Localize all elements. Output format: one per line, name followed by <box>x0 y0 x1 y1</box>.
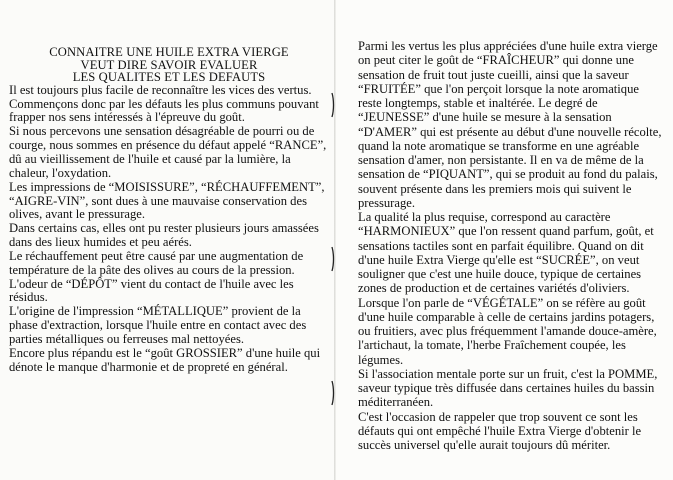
heading-line: CONNAITRE UNE HUILE EXTRA VIERGE <box>49 45 289 59</box>
paragraph: Si l'association mentale porte sur un fruit, c'est la POMME, saveur typique très diffusée dans certaines huiles du bassin méditerranéen. <box>358 366 658 410</box>
paragraph: La qualité la plus requise, correspond au caractère “HARMONIEUX” que l'on ressent quand parfum, goût, et sensations tactiles sont en parfait équilibre. Quand on dit d'une huile Extra Vierge qu'elle est “SUCRÉE”, on veut souligner que c'est une huile douce, typique de certaines zones de production et de certaines variétés d'oliviers. Lorsque l'on parle de “VÉGÉTALE” on se réfère au goût d'une huile comparable à celle de certains jardins potagers, ou fruitiers, avec plus fréquemment l'amande douce-amère, l'artichaut, la tomate, l'herbe Fraîchement coupée, les légumes. <box>358 210 657 367</box>
binder-mark <box>330 246 336 272</box>
paragraph: Commençons donc par les défauts les plus communs pouvant frapper nos sens intéressés à l'épreuve du goût. <box>9 96 319 125</box>
paragraph: Dans certains cas, elles ont pu rester plusieurs jours amassées dans des lieux humides et peu aérés. <box>9 221 319 250</box>
paragraph: L'origine de l'impression “MÉTALLIQUE” provient de la phase d'extraction, lorsque l'huile entre en contact avec des parties métalliques ou ferreuses mal nettoyées. <box>9 304 307 346</box>
paragraph: Si nous percevons une sensation désagréable de pourri ou de courge, nous sommes en présence du défaut appelé “RANCE”, dû au vieillissement de l'huile et causé par la lumière, la chaleur, l'oxydation. <box>9 124 327 180</box>
heading-line: LES QUALITES ET LES DEFAUTS <box>72 70 266 85</box>
binder-mark <box>330 380 336 406</box>
paragraph: L'odeur de “DÉPÔT” vient du contact de l'huile avec les résidus. <box>9 276 294 305</box>
paragraph: Le réchauffement peut être causé par une augmentation de température de la pâte des olives au cours de la pression. <box>9 248 304 277</box>
right-column <box>358 39 663 452</box>
page-fold <box>334 0 336 480</box>
paragraph: Parmi les vertus les plus appréciées d'une huile extra vierge on peut citer le goût de “FRAÎCHEUR” qui donne une sensation de fruit tout juste cueilli, ainsi que la saveur “FRUITÉE” que l'on perçoit lorsque la note aromatique reste longtemps, stable et inaltérée. Le degré de “JEUNESSE” d'une huile se mesure à la sensation “D'AMER” qui est présente au début d'une nouvelle récolte, quand la note aromatique se transforme en une agréable sensation d'amer, non persistante. Il en va de même de la sensation de “PIQUANT”, qui se produit au fond du palais, souvent présente dans les premiers mois qui suivent le pressurage. <box>358 39 662 210</box>
section-heading <box>9 46 329 84</box>
binder-mark <box>330 92 336 118</box>
paragraph: Encore plus répandu est le “goût GROSSIER” d'une huile qui dénote le manque d'harmonie et de propreté en général. <box>9 345 321 374</box>
left-column <box>9 46 329 375</box>
paragraph: C'est l'occasion de rappeler que trop souvent ce sont les défauts qui ont empêché l'huile Extra Vierge d'obtenir le succès universel qu'elle aurait toujours dû mériter. <box>358 409 642 452</box>
paragraph: Les impressions de “MOISISSURE”, “RÉCHAUFFEMENT”, “AIGRE-VIN”, sont dues à une mauvaise conservation des olives, avant le pressurage. <box>9 179 325 222</box>
paragraph: Il est toujours plus facile de reconnaître les vices des vertus. <box>9 82 312 97</box>
heading-line: VEUT DIRE SAVOIR EVALUER <box>80 57 258 72</box>
